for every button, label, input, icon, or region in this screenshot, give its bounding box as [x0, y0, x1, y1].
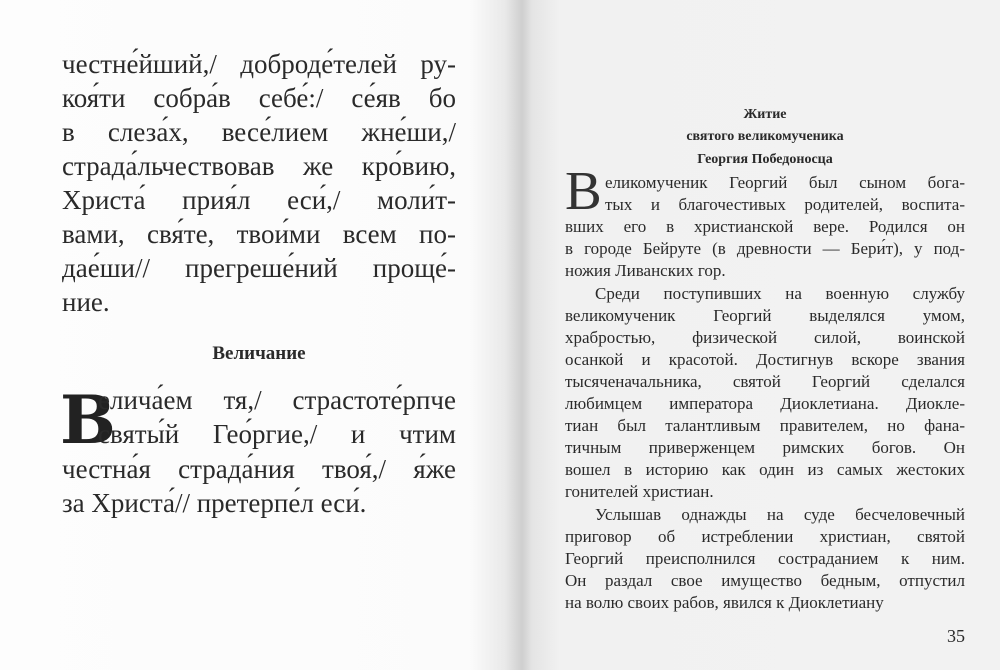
title-line: святого великомученика [686, 129, 844, 144]
title-line: Житие [743, 107, 787, 122]
body-line: на волю своих рабов, явился к Диоклетиану [565, 592, 884, 612]
body-line: великомученик Георгий выделялся умом, [565, 305, 965, 325]
prayer-line: дае́ши// прегреше́ний проще́- [62, 253, 456, 283]
left-page [62, 0, 456, 670]
prayer-line: Христа́ прия́л еси́,/ моли́т- [62, 185, 456, 215]
body-line: тысяченачальника, святой Георгий сделался [565, 371, 965, 391]
velichanie-line: за Христа́// претерпе́л еси́. [62, 488, 367, 518]
page-number: 35 [947, 626, 965, 646]
body-line: в городе Бейруте (в древности — Бери́т), у под- [565, 239, 965, 259]
title-line: Георгия Победоносца [697, 152, 833, 167]
body-line: Георгий преисполнился состраданием к ним. [565, 548, 965, 568]
body-line: вших его в христианской вере. Родился он [565, 217, 965, 237]
velichanie-line: святы́й Гео́ргие,/ и чтим [98, 419, 456, 449]
drop-cap: В [565, 160, 602, 221]
velichanie-line: честна́я страда́ния твоя́,/ я́же [62, 454, 456, 484]
prayer-line: ние. [62, 287, 110, 317]
body-line: осанкой и красотой. Достигнув вскоре звания [565, 349, 965, 369]
body-line: Услышав однажды на суде бесчеловечный [595, 504, 965, 524]
prayer-line: страда́льчествовав же кро́вию, [62, 151, 456, 181]
body-line: Он раздал свое имущество бедным, отпустил [565, 570, 965, 590]
body-line: тичным приверженцем римских богов. Он [565, 438, 965, 458]
body-line: вошел в историю как один из самых жестоких [565, 460, 965, 480]
body-line: тиан был талантливым правителем, но фана- [565, 416, 965, 436]
body-line: любимцем императора Диоклетиана. Диокле- [565, 394, 965, 413]
prayer-line: в слеза́х, весе́лием жне́ши,/ [62, 117, 456, 147]
right-page [565, 0, 965, 670]
velichanie-line: елича́ем тя,/ страстоте́рпче [98, 385, 456, 415]
prayer-line: коя́ти собра́в себе́:/ се́яв бо [62, 83, 456, 113]
drop-cap: В [60, 381, 116, 459]
body-line: гонителей христиан. [565, 482, 714, 502]
body-line: Среди поступивших на военную службу [595, 283, 965, 303]
body-line: ножия Ливанских гор. [565, 261, 726, 281]
prayer-line: честне́йший,/ доброде́телей ру- [62, 49, 456, 79]
body-line: храбростью, физической силой, воинской [565, 327, 965, 347]
body-line: тых и благочестивых родителей, воспита- [605, 195, 965, 215]
section-heading: Величание [212, 343, 306, 364]
body-line: еликомученик Георгий был сыном бога- [605, 173, 965, 192]
prayer-line: вами, свя́те, твои́ми всем по- [62, 219, 456, 249]
body-line: приговор об истреблении христиан, святой [565, 526, 965, 546]
